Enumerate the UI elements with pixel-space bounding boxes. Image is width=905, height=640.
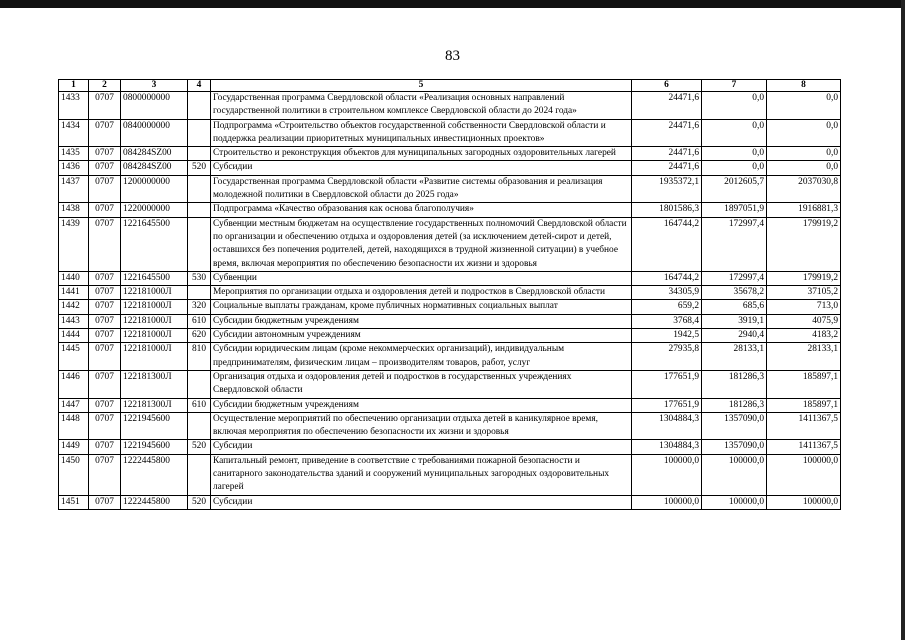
amount-year-3: 28133,1 <box>767 343 841 371</box>
table-row <box>59 271 841 285</box>
section-code: 0707 <box>89 412 121 440</box>
row-number: 1447 <box>59 398 89 412</box>
expense-type-code: 520 <box>188 161 211 175</box>
target-article-code: 122181300Л <box>121 398 188 412</box>
item-name: Субсидии бюджетным учреждениям <box>211 314 632 328</box>
amount-year-2: 0,0 <box>702 119 767 147</box>
amount-year-3: 0,0 <box>767 92 841 120</box>
row-number: 1441 <box>59 286 89 300</box>
item-name: Мероприятия по организации отдыха и оздоровления детей и подростков в Свердловской области <box>211 286 632 300</box>
section-code: 0707 <box>89 119 121 147</box>
expense-type-code: 520 <box>188 495 211 509</box>
table-row <box>59 119 841 147</box>
amount-year-1: 659,2 <box>632 300 702 314</box>
amount-year-3: 179919,2 <box>767 271 841 285</box>
target-article-code: 084284SZ00 <box>121 161 188 175</box>
item-name: Субвенции <box>211 271 632 285</box>
page-number: 83 <box>445 48 460 64</box>
amount-year-3: 0,0 <box>767 161 841 175</box>
target-article-code: 1221945600 <box>121 412 188 440</box>
row-number: 1435 <box>59 147 89 161</box>
item-name: Строительство и реконструкция объектов для муниципальных загородных оздоровительных лагерей <box>211 147 632 161</box>
item-name: Субсидии <box>211 495 632 509</box>
amount-year-2: 1357090,0 <box>702 440 767 454</box>
amount-year-3: 179919,2 <box>767 217 841 271</box>
item-name: Государственная программа Свердловской области «Реализация основных направлений государственной политики в строительном комплексе Свердловской области до 2024 года» <box>211 92 632 120</box>
amount-year-1: 1304884,3 <box>632 412 702 440</box>
section-code: 0707 <box>89 217 121 271</box>
row-number: 1437 <box>59 175 89 203</box>
amount-year-1: 177651,9 <box>632 370 702 398</box>
section-code: 0707 <box>89 271 121 285</box>
item-name: Подпрограмма «Строительство объектов государственной собственности Свердловской области и поддержка реализации приоритетных муниципальных инвестиционных проектов» <box>211 119 632 147</box>
amount-year-3: 185897,1 <box>767 398 841 412</box>
amount-year-2: 35678,2 <box>702 286 767 300</box>
amount-year-3: 4075,9 <box>767 314 841 328</box>
row-number: 1439 <box>59 217 89 271</box>
item-name: Капитальный ремонт, приведение в соответствие с требованиями пожарной безопасности и санитарного законодательства зданий и сооружений муниципальных загородных оздоровительных лагерей <box>211 454 632 495</box>
amount-year-2: 1897051,9 <box>702 203 767 217</box>
target-article-code: 1222445800 <box>121 454 188 495</box>
scan-border-top <box>0 0 905 8</box>
amount-year-2: 685,6 <box>702 300 767 314</box>
column-header: 6 <box>632 80 702 92</box>
column-header: 7 <box>702 80 767 92</box>
table-body <box>59 92 841 510</box>
target-article-code: 1221945600 <box>121 440 188 454</box>
expense-type-code: 320 <box>188 300 211 314</box>
section-code: 0707 <box>89 147 121 161</box>
amount-year-3: 1411367,5 <box>767 412 841 440</box>
item-name: Субвенции местным бюджетам на осуществление государственных полномочий Свердловской области по организации и обеспечению отдыха и оздоровления детей (за исключением детей-сирот и детей, оставшихся без попечения родителей, детей, находящихся в трудной жизненной ситуации) в учебное время, включая мероприятия по обеспечению безопасности их жизни и здоровья <box>211 217 632 271</box>
expense-type-code: 610 <box>188 314 211 328</box>
expense-type-code <box>188 454 211 495</box>
section-code: 0707 <box>89 440 121 454</box>
amount-year-2: 2012605,7 <box>702 175 767 203</box>
amount-year-1: 3768,4 <box>632 314 702 328</box>
amount-year-1: 1304884,3 <box>632 440 702 454</box>
table-row <box>59 147 841 161</box>
row-number: 1443 <box>59 314 89 328</box>
target-article-code: 1221645500 <box>121 217 188 271</box>
table-header <box>59 80 841 92</box>
amount-year-2: 181286,3 <box>702 370 767 398</box>
target-article-code: 1200000000 <box>121 175 188 203</box>
expense-type-code <box>188 370 211 398</box>
item-name: Социальные выплаты гражданам, кроме публичных нормативных социальных выплат <box>211 300 632 314</box>
section-code: 0707 <box>89 454 121 495</box>
header-row <box>59 80 841 92</box>
amount-year-2: 100000,0 <box>702 495 767 509</box>
table-row <box>59 398 841 412</box>
table-row <box>59 495 841 509</box>
amount-year-1: 100000,0 <box>632 495 702 509</box>
target-article-code: 122181000Л <box>121 343 188 371</box>
target-article-code: 084284SZ00 <box>121 147 188 161</box>
amount-year-2: 2940,4 <box>702 329 767 343</box>
table-row <box>59 343 841 371</box>
section-code: 0707 <box>89 286 121 300</box>
amount-year-1: 24471,6 <box>632 147 702 161</box>
amount-year-1: 24471,6 <box>632 161 702 175</box>
row-number: 1444 <box>59 329 89 343</box>
amount-year-2: 100000,0 <box>702 454 767 495</box>
expense-type-code: 810 <box>188 343 211 371</box>
amount-year-2: 0,0 <box>702 147 767 161</box>
amount-year-3: 100000,0 <box>767 495 841 509</box>
row-number: 1442 <box>59 300 89 314</box>
section-code: 0707 <box>89 161 121 175</box>
table-row <box>59 175 841 203</box>
amount-year-3: 100000,0 <box>767 454 841 495</box>
column-header: 1 <box>59 80 89 92</box>
row-number: 1433 <box>59 92 89 120</box>
column-header: 5 <box>211 80 632 92</box>
section-code: 0707 <box>89 398 121 412</box>
expense-type-code <box>188 175 211 203</box>
column-header: 4 <box>188 80 211 92</box>
section-code: 0707 <box>89 329 121 343</box>
row-number: 1448 <box>59 412 89 440</box>
amount-year-1: 34305,9 <box>632 286 702 300</box>
expense-type-code <box>188 286 211 300</box>
amount-year-3: 0,0 <box>767 119 841 147</box>
target-article-code: 0840000000 <box>121 119 188 147</box>
section-code: 0707 <box>89 370 121 398</box>
row-number: 1436 <box>59 161 89 175</box>
row-number: 1449 <box>59 440 89 454</box>
row-number: 1446 <box>59 370 89 398</box>
amount-year-1: 27935,8 <box>632 343 702 371</box>
amount-year-3: 2037030,8 <box>767 175 841 203</box>
item-name: Субсидии <box>211 161 632 175</box>
section-code: 0707 <box>89 495 121 509</box>
amount-year-3: 0,0 <box>767 147 841 161</box>
expense-type-code <box>188 412 211 440</box>
amount-year-1: 164744,2 <box>632 217 702 271</box>
expense-type-code: 530 <box>188 271 211 285</box>
amount-year-2: 181286,3 <box>702 398 767 412</box>
row-number: 1445 <box>59 343 89 371</box>
section-code: 0707 <box>89 92 121 120</box>
row-number: 1450 <box>59 454 89 495</box>
amount-year-3: 37105,2 <box>767 286 841 300</box>
section-code: 0707 <box>89 175 121 203</box>
table-row <box>59 370 841 398</box>
expense-type-code <box>188 217 211 271</box>
table-row <box>59 440 841 454</box>
amount-year-3: 1916881,3 <box>767 203 841 217</box>
scan-border-right <box>901 0 905 640</box>
amount-year-2: 0,0 <box>702 161 767 175</box>
budget-table <box>58 79 841 510</box>
expense-type-code: 610 <box>188 398 211 412</box>
target-article-code: 122181000Л <box>121 329 188 343</box>
amount-year-2: 3919,1 <box>702 314 767 328</box>
target-article-code: 122181300Л <box>121 370 188 398</box>
amount-year-2: 172997,4 <box>702 271 767 285</box>
amount-year-3: 4183,2 <box>767 329 841 343</box>
table-row <box>59 329 841 343</box>
amount-year-1: 100000,0 <box>632 454 702 495</box>
table-row <box>59 412 841 440</box>
row-number: 1438 <box>59 203 89 217</box>
amount-year-3: 185897,1 <box>767 370 841 398</box>
amount-year-3: 713,0 <box>767 300 841 314</box>
column-header: 3 <box>121 80 188 92</box>
item-name: Субсидии бюджетным учреждениям <box>211 398 632 412</box>
amount-year-1: 24471,6 <box>632 119 702 147</box>
table-row <box>59 300 841 314</box>
row-number: 1451 <box>59 495 89 509</box>
table-row <box>59 314 841 328</box>
target-article-code: 1222445800 <box>121 495 188 509</box>
expense-type-code: 520 <box>188 440 211 454</box>
table-row <box>59 203 841 217</box>
section-code: 0707 <box>89 343 121 371</box>
column-header: 2 <box>89 80 121 92</box>
expense-type-code <box>188 203 211 217</box>
table-row <box>59 92 841 120</box>
expense-type-code <box>188 147 211 161</box>
target-article-code: 1221645500 <box>121 271 188 285</box>
amount-year-2: 0,0 <box>702 92 767 120</box>
row-number: 1434 <box>59 119 89 147</box>
table-row <box>59 161 841 175</box>
amount-year-1: 1801586,3 <box>632 203 702 217</box>
item-name: Государственная программа Свердловской области «Развитие системы образования и реализация молодежной политики в Свердловской области до 2025 года» <box>211 175 632 203</box>
table-row <box>59 286 841 300</box>
amount-year-1: 177651,9 <box>632 398 702 412</box>
amount-year-1: 1935372,1 <box>632 175 702 203</box>
target-article-code: 122181000Л <box>121 300 188 314</box>
amount-year-1: 24471,6 <box>632 92 702 120</box>
target-article-code: 122181000Л <box>121 314 188 328</box>
column-header: 8 <box>767 80 841 92</box>
row-number: 1440 <box>59 271 89 285</box>
amount-year-2: 28133,1 <box>702 343 767 371</box>
amount-year-3: 1411367,5 <box>767 440 841 454</box>
table-row <box>59 454 841 495</box>
item-name: Субсидии <box>211 440 632 454</box>
amount-year-1: 164744,2 <box>632 271 702 285</box>
target-article-code: 122181000Л <box>121 286 188 300</box>
expense-type-code <box>188 92 211 120</box>
table-row <box>59 217 841 271</box>
section-code: 0707 <box>89 300 121 314</box>
item-name: Подпрограмма «Качество образования как основа благополучия» <box>211 203 632 217</box>
item-name: Субсидии юридическим лицам (кроме некоммерческих организаций), индивидуальным предпринимателям, физическим лицам – производителям товаров, работ, услуг <box>211 343 632 371</box>
item-name: Субсидии автономным учреждениям <box>211 329 632 343</box>
item-name: Организация отдыха и оздоровления детей и подростков в государственных учреждениях Свердловской области <box>211 370 632 398</box>
item-name: Осуществление мероприятий по обеспечению организации отдыха детей в каникулярное время, включая мероприятия по обеспечению безопасности их жизни и здоровья <box>211 412 632 440</box>
expense-type-code: 620 <box>188 329 211 343</box>
expense-type-code <box>188 119 211 147</box>
amount-year-1: 1942,5 <box>632 329 702 343</box>
section-code: 0707 <box>89 314 121 328</box>
amount-year-2: 172997,4 <box>702 217 767 271</box>
target-article-code: 0800000000 <box>121 92 188 120</box>
section-code: 0707 <box>89 203 121 217</box>
amount-year-2: 1357090,0 <box>702 412 767 440</box>
target-article-code: 1220000000 <box>121 203 188 217</box>
